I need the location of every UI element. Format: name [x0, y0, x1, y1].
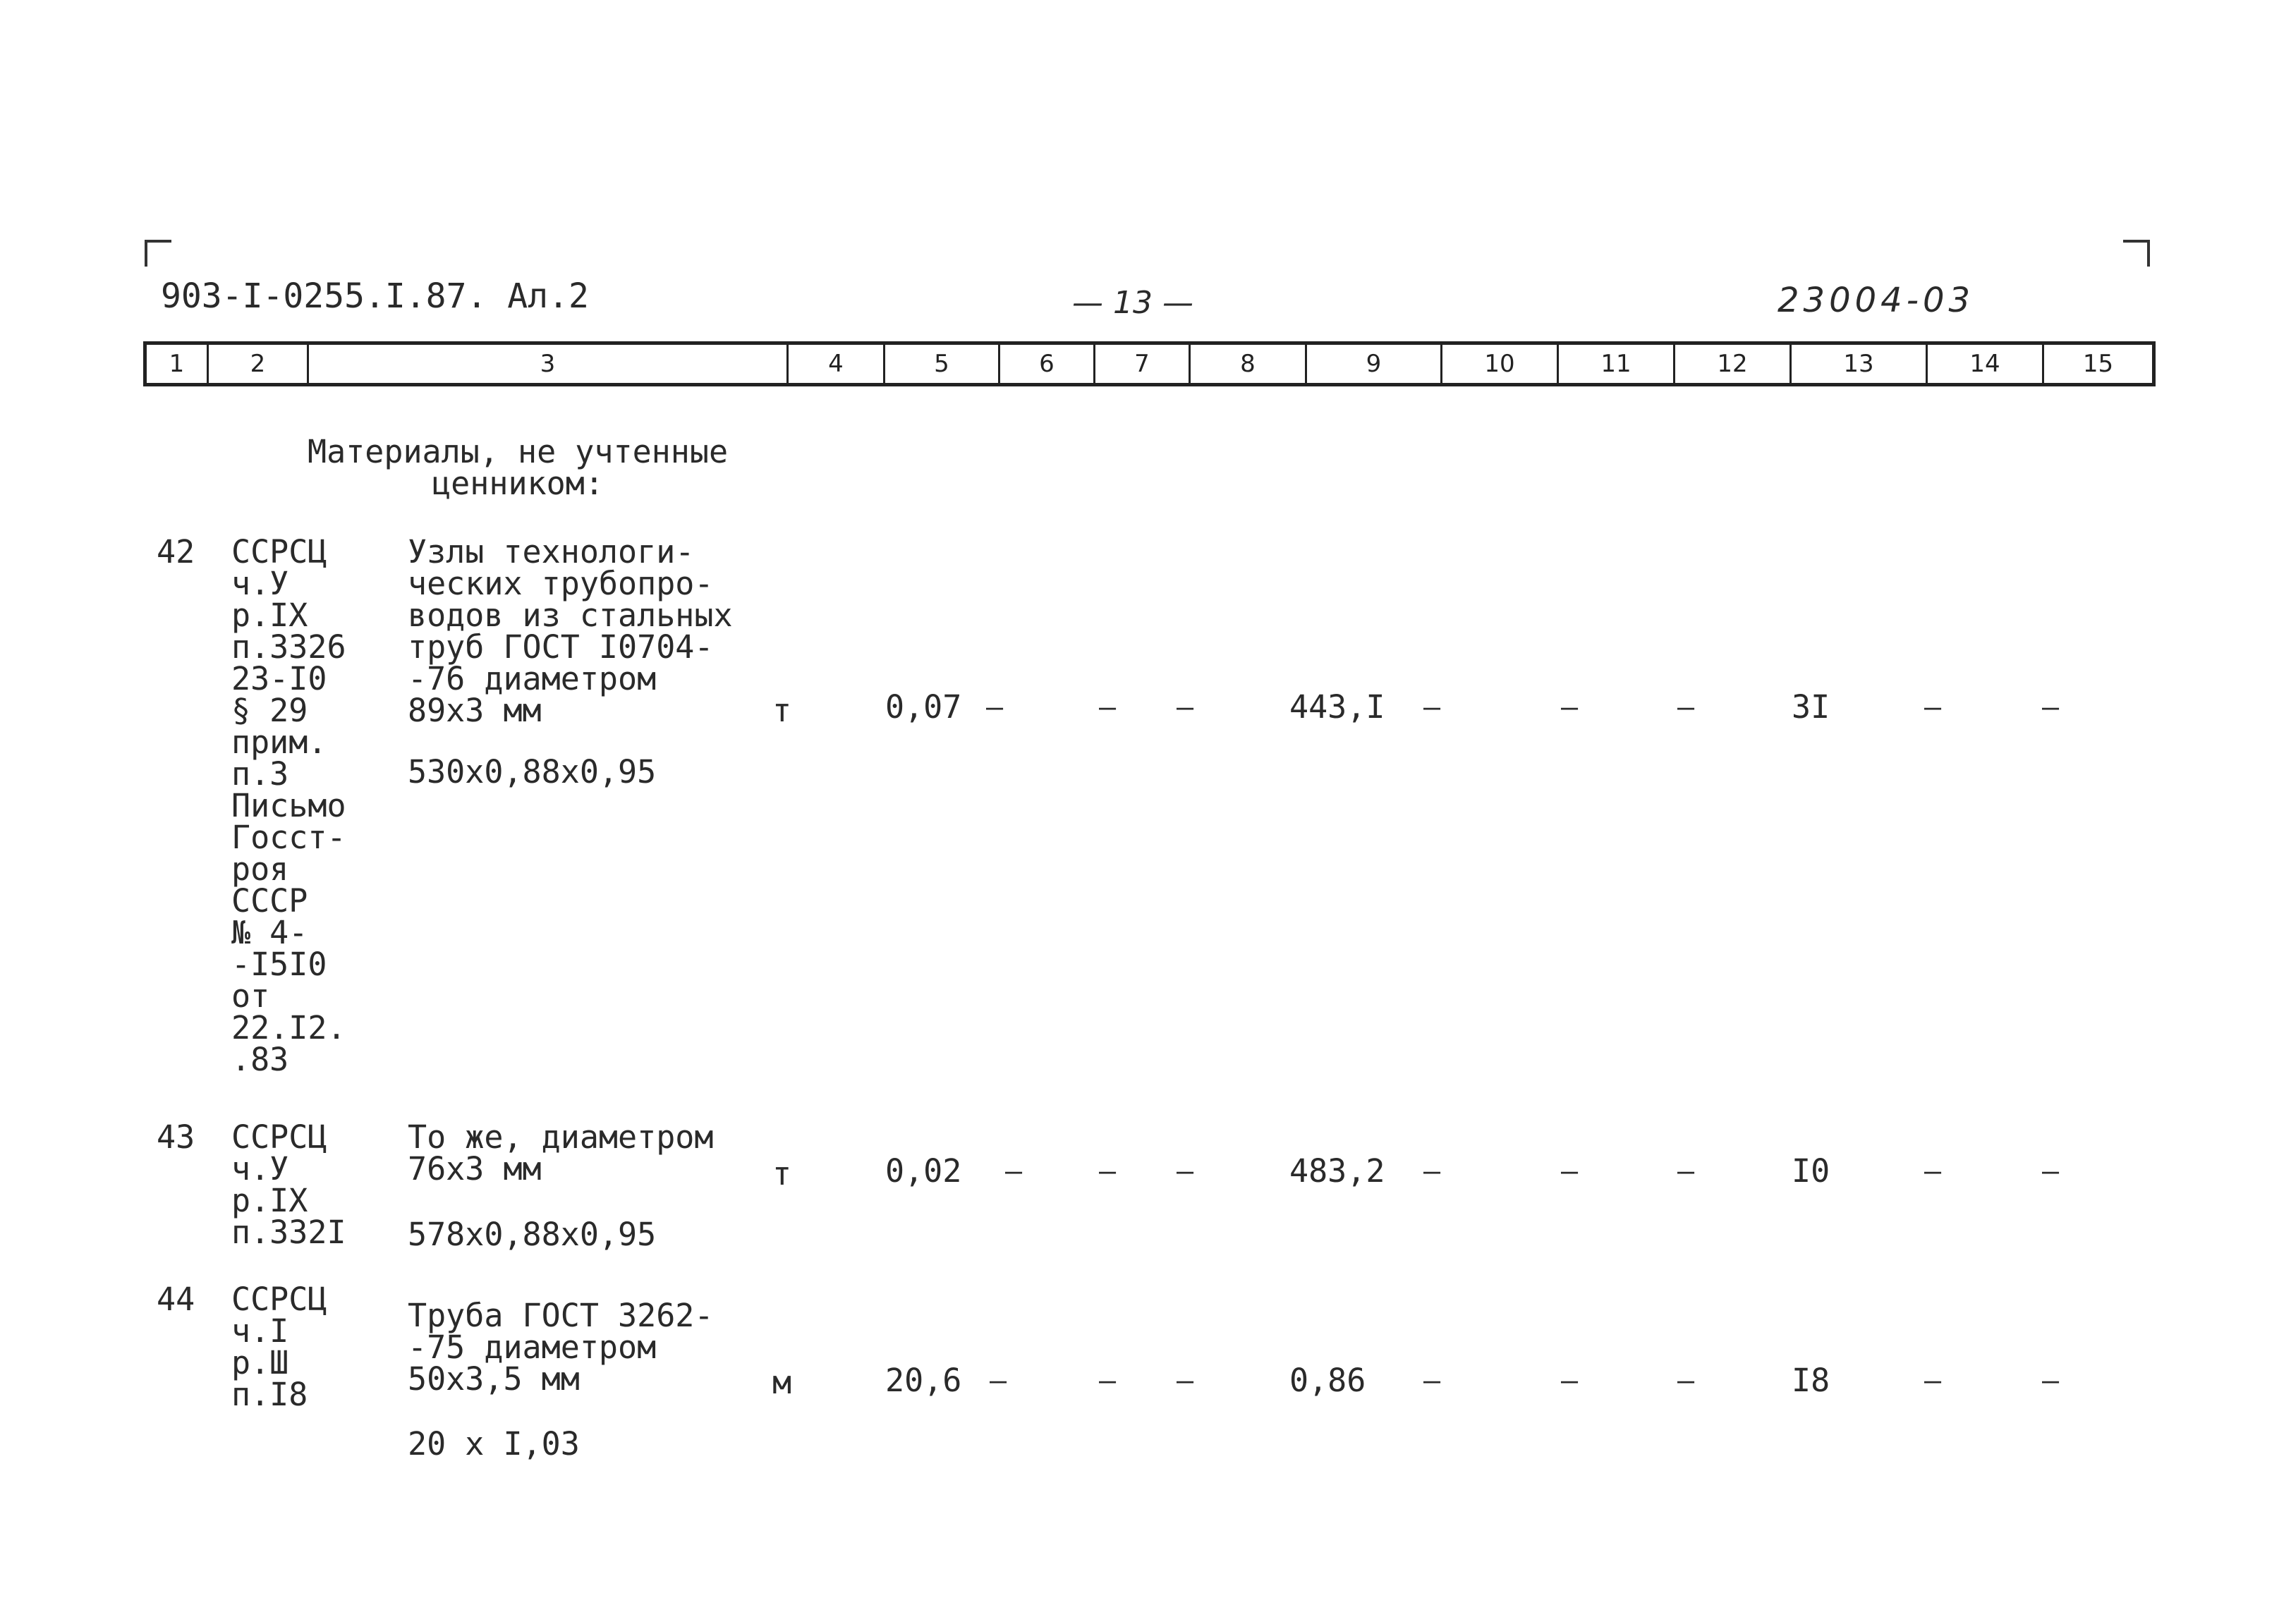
document-number: 23004-03: [1778, 281, 1975, 320]
column-header: 5: [885, 345, 1000, 383]
dash: –: [1099, 1155, 1117, 1188]
unit-price: 0,86: [1289, 1362, 1366, 1399]
dash: –: [1924, 1155, 1942, 1188]
dash: –: [1177, 1155, 1194, 1188]
column-13-value: I0: [1792, 1152, 1830, 1190]
item-description: То же, диаметром 76х3 мм: [408, 1118, 714, 1188]
column-header: 4: [789, 345, 885, 383]
dash: –: [1924, 691, 1942, 724]
dash: –: [1177, 691, 1194, 724]
corner-mark-top-right: [2123, 240, 2150, 267]
unit: т: [772, 1155, 792, 1192]
dash: –: [1677, 1364, 1695, 1397]
column-header: 1: [147, 345, 209, 383]
row-number: 44: [157, 1281, 195, 1318]
column-header: 14: [1928, 345, 2044, 383]
dash: –: [1423, 1155, 1441, 1188]
item-description: Узлы технологи- ческих трубопро- водов из стальных труб ГОСТ I0704- -76 диаметром 89х3 мм: [408, 533, 733, 729]
quantity: 0,07: [885, 688, 962, 726]
column-header: 7: [1095, 345, 1191, 383]
quantity: 0,02: [885, 1152, 962, 1190]
unit: т: [772, 692, 792, 729]
dash: –: [1677, 1155, 1695, 1188]
calc-formula: 530х0,88х0,95: [408, 753, 657, 790]
column-13-value: 3I: [1792, 688, 1830, 726]
price-reference: ССРСЦ ч.I р.Ш п.I8: [231, 1281, 327, 1413]
price-reference: ССРСЦ ч.У р.IX п.3326 23-I0 § 29 прим. п.3 Письмо Госст- роя СССР № 4- -I5I0 от 22.I2. .83: [231, 533, 346, 1078]
corner-mark-top-left: [145, 240, 171, 267]
unit-price: 483,2: [1289, 1152, 1385, 1190]
page-number: — 13 —: [1072, 285, 1193, 321]
dash: –: [1005, 1155, 1023, 1188]
unit: м: [772, 1364, 792, 1401]
dash: –: [990, 1364, 1007, 1397]
dash: –: [1561, 1155, 1579, 1188]
dash: –: [1099, 691, 1117, 724]
dash: –: [1177, 1364, 1194, 1397]
dash: –: [986, 691, 1004, 724]
column-13-value: I8: [1792, 1362, 1830, 1399]
dash: –: [1423, 1364, 1441, 1397]
dash: –: [1423, 691, 1441, 724]
dash: –: [1924, 1364, 1942, 1397]
row-number: 42: [157, 533, 195, 570]
price-reference: ССРСЦ ч.У р.IX п.332I: [231, 1118, 346, 1251]
document-code: 903-I-0255.I.87. Ал.2: [161, 276, 589, 316]
dash: –: [1677, 691, 1695, 724]
dash: –: [1561, 1364, 1579, 1397]
column-header: 6: [1000, 345, 1095, 383]
unit-price: 443,I: [1289, 688, 1385, 726]
dash: –: [2042, 1155, 2060, 1188]
dash: –: [1099, 1364, 1117, 1397]
column-header: 11: [1559, 345, 1675, 383]
quantity: 20,6: [885, 1362, 962, 1399]
column-number-bar: [143, 341, 2156, 386]
column-header: 15: [2082, 350, 2114, 378]
dash: –: [2042, 1364, 2060, 1397]
calc-formula: 20 х I,03: [408, 1425, 580, 1463]
column-header: 9: [1307, 345, 1442, 383]
column-header: 8: [1191, 345, 1307, 383]
column-header: 2: [209, 345, 309, 383]
column-header: 3: [309, 345, 789, 383]
dash: –: [2042, 691, 2060, 724]
column-header: 13: [1792, 345, 1928, 383]
column-header: 10: [1442, 345, 1559, 383]
item-description: Труба ГОСТ 3262- -75 диаметром 50х3,5 мм: [408, 1297, 714, 1398]
calc-formula: 578х0,88х0,95: [408, 1216, 657, 1253]
dash: –: [1561, 691, 1579, 724]
column-header: 12: [1675, 345, 1792, 383]
section-title: Материалы, не учтенные ценником:: [308, 433, 729, 502]
row-number: 43: [157, 1118, 195, 1156]
